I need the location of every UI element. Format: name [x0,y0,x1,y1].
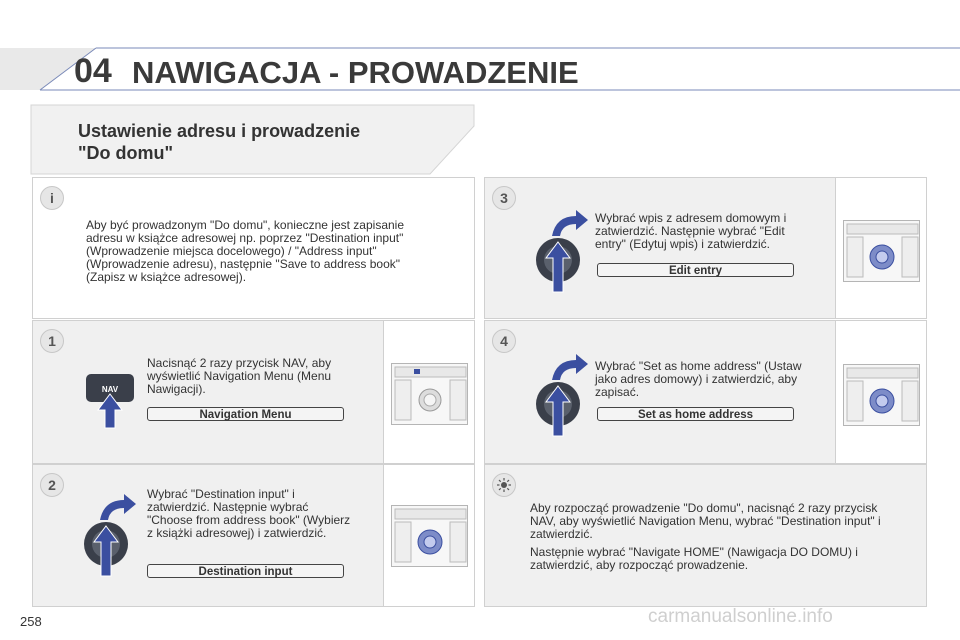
label-edit-entry: Edit entry [597,263,794,277]
watermark: carmanualsonline.info [648,606,833,627]
radio-unit-icon [391,363,468,425]
step-1-text: Nacisnąć 2 razy przycisk NAV, aby wyświetlić Navigation Menu (Menu Nawigacji). [147,356,332,396]
label-set-as-home-address: Set as home address [597,407,794,421]
knob-rotate-press-icon [80,490,140,580]
step-2-number: 2 [40,473,64,497]
info-icon: i [40,186,64,210]
step-4-number: 4 [492,329,516,353]
step-1-number: 1 [40,329,64,353]
chapter-number: 04 [74,52,112,90]
radio-unit-icon [843,220,920,282]
nav-button-illustration [82,368,138,430]
page-title: NAWIGACJA - PROWADZENIE [132,55,579,90]
sun-icon [492,473,516,497]
info-text: Aby być prowadzonym "Do domu", konieczne jest zapisanie adresu w książce adresowej np. poprzez "Destination input" (Wprowadzenie miejsca docelowego) / "Address input" (Wprowadzenie adresu), następnie "Save to address book" (Zapisz w książce adresowej). [86,218,405,284]
section-title: Ustawienie adresu i prowadzenie "Do domu" [78,121,361,163]
tip-text: Aby rozpocząć prowadzenie "Do domu", nacisnąć 2 razy przycisk NAV, aby wyświetlić Navigation Menu, wybrać "Destination input" i zatwierdzić. Następnie wybrać "Navigate HOME" (Nawigacja DO DOMU) i zatwierdzić, aby rozpocząć prowadzenie. [530,501,881,572]
knob-rotate-press-icon [532,206,592,296]
step-4-text: Wybrać "Set as home address" (Ustaw jako adres domowy) i zatwierdzić, aby zapisać. [595,359,802,399]
radio-unit-icon [843,364,920,426]
radio-unit-icon [391,505,468,567]
step-3-text: Wybrać wpis z adresem domowym i zatwierdzić. Następnie wybrać "Edit entry" (Edytuj wpis) i zatwierdzić. [595,211,787,251]
svg-text:NAV: NAV [101,385,119,394]
knob-rotate-press-icon [532,350,592,440]
step-3-number: 3 [492,186,516,210]
step-2-text: Wybrać "Destination input" i zatwierdzić. Następnie wybrać "Choose from address book" (Wybierz z książki adresowej) i zatwierdzić. [147,487,351,540]
label-navigation-menu: Navigation Menu [147,407,344,421]
page-number: 258 [20,614,42,629]
label-destination-input: Destination input [147,564,344,578]
